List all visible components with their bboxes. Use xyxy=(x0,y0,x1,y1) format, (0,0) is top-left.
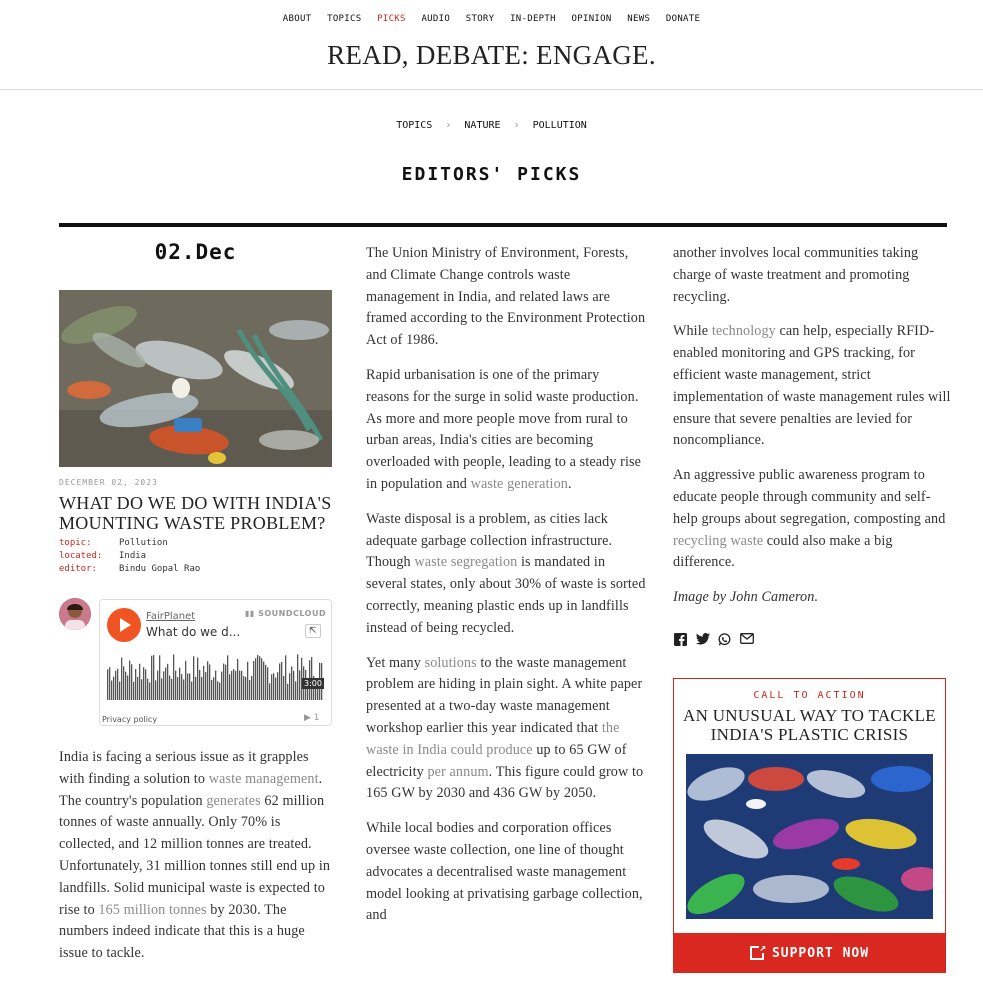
top-nav xyxy=(0,14,983,24)
paragraph: Waste disposal is a problem, as cities lack adequate garbage collection infrastructure. Though waste segregation is mandated in several states, only about 30% of waste is sorted correctly, meaning plastic ends up in landfills instead of being recycled. xyxy=(366,510,646,636)
article-body-col-3 xyxy=(673,243,953,622)
waveform[interactable] xyxy=(107,648,325,703)
privacy-policy-link[interactable]: Privacy policy xyxy=(102,715,158,724)
share-icon[interactable]: ⇱ xyxy=(305,624,321,638)
breadcrumb-pollution[interactable]: POLLUTION xyxy=(532,120,587,131)
article-title: WHAT DO WE DO WITH INDIA'S MOUNTING WASTE PROBLEM? xyxy=(59,493,332,533)
paragraph: While local bodies and corporation offices oversee waste collection, one line of thought advocates a decentralised waste management model looking at privatising garbage collection, and xyxy=(366,820,643,924)
link-waste-generation[interactable]: waste generation xyxy=(470,475,568,492)
support-now-label: SUPPORT NOW xyxy=(771,945,870,961)
chevron-right-icon: › xyxy=(445,120,452,131)
paragraph: Yet many solutions to the waste management problem are hiding in plain sight. A white paper presented at a two-day waste management workshop earlier this year indicated that the waste in India could produce up to 65 GW of electricity per annum. This figure could grow to 165 GW by 2030 and 436 GW by 2050. xyxy=(366,654,644,802)
link-per-annum[interactable]: per annum xyxy=(427,763,489,780)
paragraph: another involves local communities taking charge of waste treatment and promoting recycling. xyxy=(673,245,919,305)
section-title: EDITORS' PICKS xyxy=(401,164,582,185)
whatsapp-icon[interactable] xyxy=(717,633,732,648)
soundcloud-user-link[interactable]: FairPlanet xyxy=(146,611,196,622)
track-title[interactable]: What do we d... xyxy=(146,625,241,639)
link-solutions[interactable]: solutions xyxy=(424,654,477,671)
support-now-button[interactable] xyxy=(674,933,945,973)
twitter-icon[interactable] xyxy=(695,633,710,648)
site-tagline[interactable]: READ, DEBATE: ENGAGE. xyxy=(327,40,656,70)
breadcrumb xyxy=(0,120,983,131)
link-waste-management[interactable]: waste management xyxy=(208,770,319,787)
meta-editor-key: editor: xyxy=(59,564,97,574)
article-body-col-1 xyxy=(59,747,335,978)
link-165-million-tonnes[interactable]: 165 million tonnes xyxy=(98,901,207,918)
play-button[interactable] xyxy=(107,608,141,642)
breadcrumb-nature[interactable]: NATURE xyxy=(464,120,501,131)
section-divider xyxy=(59,223,947,227)
avatar xyxy=(59,598,91,630)
meta-topic[interactable]: Pollution xyxy=(119,538,168,548)
nav-opinion[interactable]: OPINION xyxy=(571,14,612,24)
email-icon[interactable] xyxy=(739,633,754,648)
external-link-icon xyxy=(750,946,764,960)
nav-topics[interactable]: TOPICS xyxy=(327,14,362,24)
chevron-right-icon: › xyxy=(513,120,520,131)
meta-topic-key: topic: xyxy=(59,538,92,548)
header-divider xyxy=(0,89,983,90)
soundcloud-player xyxy=(99,599,332,726)
meta-located[interactable]: India xyxy=(119,551,147,561)
paragraph: India is facing a serious issue as it grapples with finding a solution to waste management. The country's population generates 62 million tonnes of waste annually. Only 70% is collected, and 12 million tonnes are treated. Unfortunately, 31 million tonnes still end up in landfills. Solid municipal waste is expected to rise to 165 million tonnes by 2030. The numbers indeed indicate that this is a huge issue to tackle. xyxy=(59,749,331,962)
meta-located-key: located: xyxy=(59,551,103,561)
nav-about[interactable]: ABOUT xyxy=(282,14,312,24)
nav-picks[interactable]: PICKS xyxy=(377,14,406,24)
hero-image xyxy=(59,290,332,467)
soundcloud-logo[interactable]: ▮▮ SOUNDCLOUD xyxy=(245,609,327,618)
play-count: ▶ 1 xyxy=(304,713,320,723)
nav-donate[interactable]: DONATE xyxy=(665,14,701,24)
breadcrumb-topics[interactable]: TOPICS xyxy=(396,120,433,131)
paragraph: While technology can help, especially RFID-enabled monitoring and GPS tracking, for efficient waste management, strict implementation of waste management rules will ensure that severe penalties are levied for noncompliance. xyxy=(673,323,951,449)
link-technology[interactable]: technology xyxy=(711,323,776,340)
article-date-big: 02.Dec xyxy=(154,240,237,264)
cta-label: CALL TO ACTION xyxy=(753,690,866,701)
nav-audio[interactable]: AUDIO xyxy=(421,14,451,24)
article-body-col-2 xyxy=(366,243,646,940)
share-bar xyxy=(673,633,754,648)
article-date: DECEMBER 02, 2023 xyxy=(59,478,158,487)
link-generates[interactable]: generates xyxy=(206,792,261,809)
link-waste-in-india[interactable]: the waste in India could produce xyxy=(366,719,620,758)
facebook-icon[interactable] xyxy=(673,633,688,648)
cta-title[interactable]: AN UNUSUAL WAY TO TACKLE INDIA'S PLASTIC CRISIS xyxy=(683,706,936,744)
nav-news[interactable]: NEWS xyxy=(627,14,651,24)
cta-image[interactable] xyxy=(686,754,933,919)
track-duration: 3:00 xyxy=(304,679,322,688)
paragraph: Rapid urbanisation is one of the primary reasons for the surge in solid waste production. As more and more people move from rural to urban areas, India's cities are becoming overloaded with people, leading to a steady rise in population and waste generation. xyxy=(366,366,642,492)
soundcloud-icon: ▮▮ xyxy=(245,609,259,618)
link-waste-segregation[interactable]: waste segregation xyxy=(414,554,518,571)
paragraph: An aggressive public awareness program to educate people through community and self-help groups about segregation, composting and recycling waste could also make a big difference. xyxy=(673,467,946,571)
image-credit: Image by John Cameron. xyxy=(673,589,819,606)
nav-in-depth[interactable]: IN-DEPTH xyxy=(510,14,556,24)
article-meta xyxy=(59,537,200,576)
paragraph: The Union Ministry of Environment, Forests, and Climate Change controls waste management in India, and related laws are framed according to the Environment Protection Act of 1986. xyxy=(366,245,646,349)
nav-story[interactable]: STORY xyxy=(465,14,495,24)
link-recycling-waste[interactable]: recycling waste xyxy=(673,532,764,549)
meta-editor[interactable]: Bindu Gopal Rao xyxy=(119,564,201,574)
call-to-action-box xyxy=(673,678,946,973)
